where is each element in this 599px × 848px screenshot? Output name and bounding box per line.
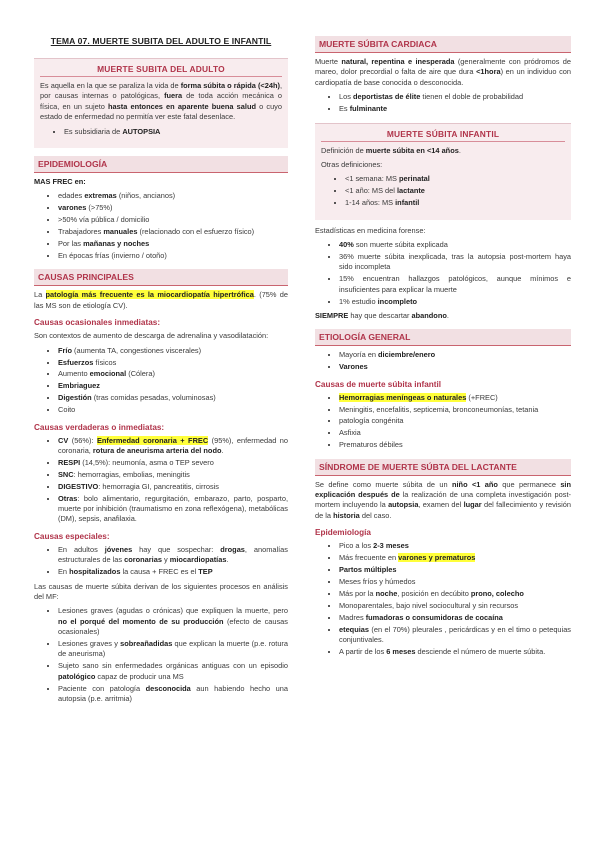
- epidemiologia-list: [34, 191, 288, 261]
- box-title: MUERTE SUBITA DEL ADULTO: [40, 64, 282, 77]
- list-item: • <1 semana: MS perinatal: [345, 174, 565, 184]
- infantil-list: [321, 174, 565, 208]
- right-column: [315, 36, 571, 661]
- text-run: Es aquella en la que se paraliza la vida de: [40, 81, 181, 90]
- section-header-etiologia: ETIOLOGÍA GENERAL: [315, 329, 571, 346]
- section-header-causas-principales: CAUSAS PRINCIPALES: [34, 269, 288, 286]
- list-item: • Monoparentales, bajo nivel sociocultural y sin recursos: [339, 601, 571, 611]
- list-item: • Los deportistas de élite tienen el doble de probabilidad: [339, 92, 571, 102]
- list-item: • Coito: [58, 405, 288, 415]
- list-item: • edades extremas (niños, ancianos): [58, 191, 288, 201]
- list-item: • 40% son muerte súbita explicada: [339, 240, 571, 250]
- lactante-list: [315, 541, 571, 657]
- list-item: • >50% vía pública / domicilio: [58, 215, 288, 225]
- text-run: Es subsidiaria de: [64, 126, 123, 136]
- text-run: , por causas internas o patológicas,: [40, 81, 282, 101]
- list-item: • Asfixia: [339, 428, 571, 438]
- list-item: • A partir de los 6 meses desciende el número de muerte súbita.: [339, 647, 571, 657]
- infantil-def: Definición de muerte súbita en <14 años.: [321, 145, 461, 155]
- list-item: • Esfuerzos físicos: [58, 358, 288, 368]
- list-item: • Varones: [339, 362, 571, 372]
- list-item: • 1% estudio incompleto: [339, 297, 571, 307]
- list-item: • Paciente con patología desconocida aun habiendo hecho una autopsia (p.e. arritmia): [58, 684, 288, 705]
- text-bold: forma súbita o rápida (<24h): [180, 81, 280, 90]
- list-item: • En hospitalizados la causa + FREC es el TEP: [58, 567, 288, 577]
- infantil-otras: Otras definiciones:: [321, 159, 383, 169]
- ocasionales-list: [34, 346, 288, 416]
- text-bold: MAS FREC en:: [34, 177, 86, 187]
- text-run: de toda acción mecánica o física, en un sujeto: [40, 91, 282, 111]
- list-item: • Aumento emocional (Cólera): [58, 369, 288, 379]
- especiales-list: [34, 545, 288, 578]
- ocasionales-intro: Son contextos de aumento de descarga de adrenalina y vasodilatación:: [34, 331, 269, 341]
- definition-bullets: [40, 127, 282, 137]
- list-item: • Madres fumadoras o consumidoras de cocaína: [339, 613, 571, 623]
- subheader-especiales: Causas especiales:: [34, 531, 110, 541]
- ms-cardiaca-list: [315, 92, 571, 114]
- list-item: • Embriaguez: [58, 381, 288, 391]
- epidemiologia-lead: [34, 177, 288, 187]
- box-title: MUERTE SÚBITA INFANTIL: [321, 129, 565, 142]
- ms-cardiaca-text: Muerte natural, repentina e inesperada (generalmente con pródromos de mareo, dolor precordial o falta de aire que dura <1hora) en un individuo con cardiopatía de base conocida o desconocida.: [315, 57, 571, 87]
- definition-text: [40, 81, 282, 123]
- list-item: • En épocas frías (invierno / otoño): [58, 251, 288, 261]
- derivan-text: Las causas de muerte súbita derivan de los siguientes procesos en análisis del MF:: [34, 581, 288, 601]
- list-item: • Por las mañanas y noches: [58, 239, 288, 249]
- text-run: o cuyo estado de enfermedad no permitía ver este fatal desenlace.: [40, 101, 282, 122]
- list-item: • Lesiones graves (agudas o crónicas) que expliquen la muerte, pero no el porqué del momento de su producción (efecto de causas ocasionales): [58, 606, 288, 637]
- left-column: [34, 36, 288, 708]
- list-item: • varones (>75%): [58, 203, 288, 213]
- list-item: • etequias (en el 70%) pleurales , pericárdicas y en el timo o petequias conjuntivales.: [339, 625, 571, 646]
- list-item: • SNC: hemorragias, embolias, meningitis: [58, 470, 288, 480]
- list-item: • Meningitis, encefalitis, septicemia, bronconeumonías, tetania: [339, 405, 571, 415]
- section-header-lactante: SÍNDROME DE MUERTE SÚBTA DEL LACTANTE: [315, 459, 571, 476]
- list-item: [64, 127, 282, 137]
- list-item: • Más frecuente en varones y prematuros: [339, 553, 571, 563]
- causas-infantil-list: [315, 393, 571, 451]
- page-title: TEMA 07. MUERTE SUBITA DEL ADULTO E INFANTIL: [50, 36, 272, 46]
- list-item: • En adultos jóvenes hay que sospechar: drogas, anomalías estructurales de las coronarias y miocardiopatías.: [58, 545, 288, 566]
- subheader-verdaderas: Causas verdaderas o inmediatas:: [34, 422, 165, 432]
- list-item: • patología congénita: [339, 416, 571, 426]
- causas-principales-text: La patología más frecuente es la miocardiopatía hipertrófica. (75% de las MS son de etiología CV).: [34, 290, 289, 310]
- procesos-list: [34, 606, 288, 704]
- list-item: • Prematuros débiles: [339, 440, 571, 450]
- list-item: • Meses fríos y húmedos: [339, 577, 571, 587]
- list-item: • Lesiones graves y sobreañadidas que explican la muerte (p.e. rotura de aneurisma): [58, 639, 288, 660]
- lactante-text: Se define como muerte súbita de un niño <1 año que permanece sin explicación después de la realización de una completa investigación post-mortem incluyendo la autopsia, examen del lugar del fallecimiento y revisión de la historia del caso.: [315, 479, 571, 520]
- list-item: • Pico a los 2-3 meses: [339, 541, 571, 551]
- list-item: • 36% muerte súbita inexplicada, tras la autopsia post-mortem haya sido incompleta: [339, 252, 571, 273]
- list-item: • Sujeto sano sin enfermedades orgánicas antiguas con un episodio patológico capaz de producir una MS: [58, 661, 288, 682]
- section-header-ms-cardiaca: MUERTE SÚBITA CARDIACA: [315, 36, 571, 53]
- definition-box-adult: [34, 58, 288, 148]
- list-item: • DIGESTIVO: hemorragia GI, pancreatitis, cirrosis: [58, 482, 288, 492]
- text-bold: AUTOPSIA: [122, 126, 161, 136]
- etiologia-list: [315, 350, 571, 372]
- estadisticas-lead: Estadísticas en medicina forense:: [315, 225, 426, 235]
- verdaderas-list: [34, 436, 288, 525]
- list-item: • Es fulminante: [339, 104, 571, 114]
- list-item: • Más por la noche, posición en decúbito prono, colecho: [339, 589, 571, 599]
- text-bold: hasta entonces en aparente buena salud: [108, 101, 256, 111]
- subheader-causas-infantil: Causas de muerte súbita infantil: [315, 379, 442, 389]
- list-item: • Otras: bolo alimentario, regurgitación, embarazo, parto, posparto, muerte por inhibición (traumatismo en zona reflexógena), metabólicas (DM), sepsis, anafilaxia.: [58, 494, 288, 525]
- list-item: • Trabajadores manuales (relacionado con el esfuerzo físico): [58, 227, 288, 237]
- list-item: • Hemorragias meníngeas o naturales (+FREC): [339, 393, 571, 403]
- subheader-epidemiologia-lactante: Epidemiología: [315, 528, 371, 538]
- section-header-epidemiologia: EPIDEMIOLOGÍA: [34, 156, 288, 173]
- list-item: • Digestión (tras comidas pesadas, voluminosas): [58, 393, 288, 403]
- estadisticas-list: [315, 240, 571, 307]
- text-bold: fuera: [164, 91, 183, 101]
- list-item: • CV (56%): Enfermedad coronaria + FREC (95%), enfermedad no coronaria, rotura de aneurisma arteria del nodo.: [58, 436, 288, 457]
- list-item: • RESPI (14,5%): neumonía, asma o TEP severo: [58, 458, 288, 468]
- subheader-ocasionales: Causas ocasionales inmediatas:: [34, 318, 161, 328]
- definition-box-infantil: [315, 123, 571, 220]
- siempre-text: SIEMPRE hay que descartar abandono.: [315, 310, 449, 320]
- list-item: • <1 año: MS del lactante: [345, 186, 565, 196]
- list-item: • Frío (aumenta TA, congestiones viscerales): [58, 346, 288, 356]
- list-item: • 15% encuentran hallazgos patológicos, aunque mínimos e insuficientes para explicar la muerte: [339, 274, 571, 295]
- list-item: • Partos múltiples: [339, 565, 571, 575]
- list-item: • 1-14 años: MS infantil: [345, 198, 565, 208]
- list-item: • Mayoría en diciembre/enero: [339, 350, 571, 360]
